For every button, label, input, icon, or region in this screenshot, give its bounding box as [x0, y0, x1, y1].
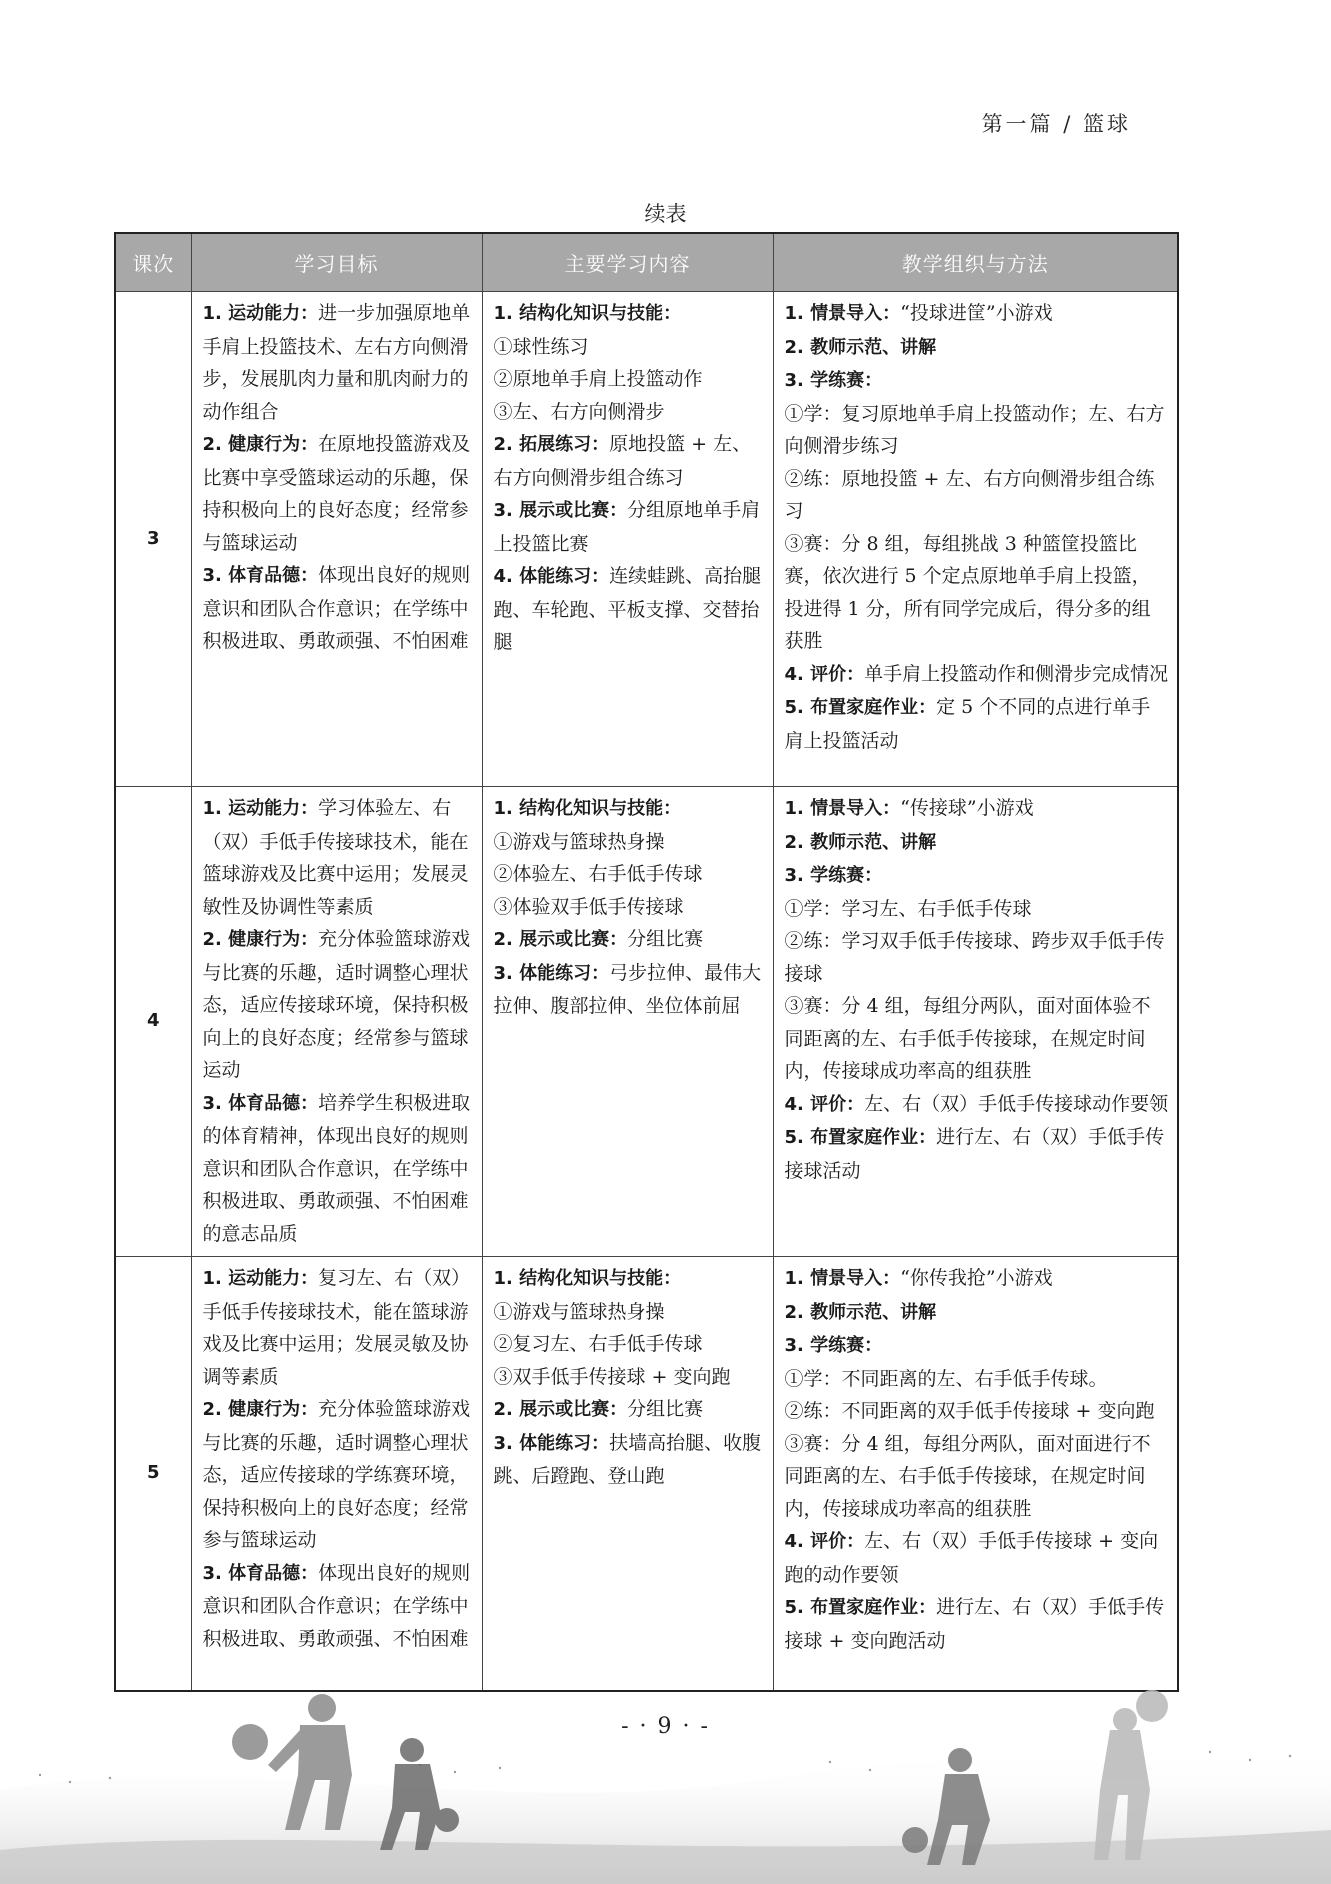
item-text: 单手肩上投篮动作和侧滑步完成情况 [864, 662, 1169, 685]
item-text: 进行左、右（双）手低手传接球活动 [784, 1126, 1165, 1182]
teaching-methods-cell-item [785, 1088, 1170, 1122]
item-label: 1. 情景导入： [784, 303, 901, 324]
item-label: 2. 健康行为： [202, 929, 319, 950]
item-text: 在原地投篮游戏及比赛中享受篮球运动的乐趣，保持积极向上的良好态度；经常参与篮球运动 [202, 433, 471, 554]
item-text: 原地投篮 + 左、右方向侧滑步组合练习 [493, 433, 752, 489]
item-label: 3. 学练赛： [784, 865, 883, 886]
lesson-plan-table [114, 232, 1179, 1692]
teaching-methods-cell-item [785, 1296, 1170, 1330]
item-label: 2. 健康行为： [202, 1399, 319, 1420]
item-text: 扶墙高抬腿、收腹跳、后蹬跑、登山跑 [493, 1431, 762, 1487]
learning-goals-cell [191, 292, 482, 787]
item-text: ①学：不同距离的左、右手低手传球。 [784, 1367, 1108, 1390]
item-text: ①学：复习原地单手肩上投篮动作；左、右方向侧滑步练习 [784, 402, 1165, 457]
item-label: 5. 布置家庭作业： [784, 697, 937, 718]
item-text: 体现出良好的规则意识和团队合作意识；在学练中积极进取、勇敢顽强、不怕困难 [202, 1561, 471, 1650]
item-label: 1. 情景导入： [784, 798, 901, 819]
item-label: 2. 教师示范、讲解 [784, 831, 937, 853]
learning-content-cell-item [494, 1262, 765, 1296]
learning-content-cell-item [494, 1361, 765, 1394]
page-number: - · 9 · - [621, 1714, 710, 1739]
teaching-methods-cell [773, 1257, 1178, 1691]
column-header-lesson: 课次 [115, 233, 191, 292]
item-label: 4. 评价： [784, 663, 865, 685]
item-label: 4. 评价： [784, 1531, 865, 1552]
learning-goals-cell-item [203, 428, 474, 559]
teaching-methods-cell-item [785, 893, 1170, 926]
learning-content-cell-item [494, 792, 765, 826]
teaching-methods-cell-item [785, 1428, 1170, 1526]
teaching-methods-cell-item [785, 1329, 1170, 1363]
item-text: 学习体验左、右（双）手低手传接球技术，能在篮球游戏及比赛中运用；发展灵敏性及协调性等素质 [202, 797, 469, 918]
column-header-goals: 学习目标 [191, 233, 482, 292]
table-header-row [115, 233, 1178, 292]
item-text: 分组比赛 [627, 1398, 704, 1420]
learning-content-cell-item [494, 923, 765, 957]
item-label: 2. 展示或比赛： [493, 1399, 628, 1420]
item-label: 5. 布置家庭作业： [784, 1127, 937, 1148]
teaching-methods-cell-item [785, 826, 1170, 860]
teaching-methods-cell-item [785, 1262, 1170, 1296]
teaching-methods-cell [773, 787, 1178, 1257]
item-text: 培养学生积极进取的体育精神，体现出良好的规则意识和团队合作意识，在学练中积极进取、勇敢顽强、不怕困难的意志品质 [202, 1091, 471, 1245]
item-label: 3. 学练赛： [784, 1335, 883, 1356]
item-text: ①游戏与篮球热身操 [493, 830, 665, 853]
item-text: ③左、右方向侧滑步 [493, 400, 665, 423]
item-label: 3. 学练赛： [784, 370, 883, 391]
teaching-methods-cell-item [785, 658, 1170, 692]
item-label: 3. 展示或比赛： [493, 500, 628, 521]
teaching-methods-cell-item [785, 859, 1170, 893]
item-label: 1. 运动能力： [202, 303, 319, 324]
item-text: 进行左、右（双）手低手传接球 + 变向跑活动 [784, 1596, 1165, 1652]
learning-goals-cell [191, 1257, 482, 1691]
teaching-methods-cell-item [785, 1363, 1170, 1396]
learning-content-cell-item [494, 1296, 765, 1329]
item-text: ③赛：分 4 组，每组分两队，面对面进行不同距离的左、右手低手传接球，在规定时间内，传接球成功率高的组获胜 [784, 1432, 1151, 1520]
item-text: 连续蛙跳、高抬腿跑、车轮跑、平板支撑、交替抬腿 [493, 565, 762, 653]
learning-content-cell-item [494, 1393, 765, 1427]
item-text: 体现出良好的规则意识和团队合作意识；在学练中积极进取、勇敢顽强、不怕困难 [202, 564, 471, 652]
learning-goals-cell [191, 787, 482, 1257]
learning-content-cell [482, 787, 773, 1257]
learning-goals-cell-item [203, 923, 474, 1087]
item-label: 4. 体能练习： [493, 566, 610, 587]
table-row [115, 1257, 1178, 1691]
item-text: ①球性练习 [493, 335, 589, 358]
learning-content-cell-item [494, 428, 765, 494]
item-text: 左、右（双）手低手传接球 + 变向跑的动作要领 [784, 1530, 1159, 1586]
column-header-content: 主要学习内容 [482, 233, 773, 292]
item-text: “你传我抢”小游戏 [900, 1267, 1053, 1289]
item-text: 进一步加强原地单手肩上投篮技术、左右方向侧滑步，发展肌肉力量和肌肉耐力的动作组合 [202, 302, 471, 423]
item-label: 1. 结构化知识与技能： [493, 303, 682, 324]
item-text: “投球进筐”小游戏 [900, 302, 1053, 324]
item-text: ③双手低手传接球 + 变向跑 [493, 1365, 731, 1388]
item-text: ③赛：分 4 组，每组分两队，面对面体验不同距离的左、右手低手传接球，在规定时间内，传接球成功率高的组获胜 [784, 995, 1151, 1082]
teaching-methods-cell [773, 292, 1178, 787]
item-text: 复习左、右（双）手低手传接球技术，能在篮球游戏及比赛中运用；发展灵敏及协调等素质 [202, 1267, 471, 1388]
learning-goals-cell-item [203, 1393, 474, 1557]
lesson-number: 3 [115, 292, 191, 787]
teaching-methods-cell-item [785, 331, 1170, 365]
teaching-methods-cell-item [785, 528, 1170, 658]
item-label: 5. 布置家庭作业： [784, 1597, 937, 1618]
item-text: ②练：不同距离的双手低手传接球 + 变向跑 [784, 1400, 1155, 1422]
learning-content-cell-item [494, 1427, 765, 1493]
lesson-number: 4 [115, 787, 191, 1257]
lesson-number: 5 [115, 1257, 191, 1691]
teaching-methods-cell-item [785, 990, 1170, 1088]
item-label: 3. 体育品德： [202, 1092, 319, 1114]
teaching-methods-cell-item [785, 297, 1170, 331]
item-text: 定 5 个不同的点进行单手肩上投篮活动 [784, 696, 1151, 752]
item-text: “传接球”小游戏 [900, 797, 1034, 819]
learning-content-cell-item [494, 297, 765, 331]
teaching-methods-cell-item [785, 792, 1170, 826]
basketball-footer-illustration [0, 1680, 1331, 1884]
learning-content-cell-item [494, 396, 765, 429]
learning-content-cell-item [494, 363, 765, 396]
item-text: 充分体验篮球游戏与比赛的乐趣，适时调整心理状态，适应传接球环境，保持积极向上的良好态度；经常参与篮球运动 [202, 928, 471, 1081]
teaching-methods-cell-item [785, 364, 1170, 398]
item-text: 左、右（双）手低手传接球动作要领 [864, 1092, 1169, 1115]
learning-content-cell-item [494, 560, 765, 659]
item-label: 1. 结构化知识与技能： [493, 1268, 682, 1289]
item-text: ①游戏与篮球热身操 [493, 1300, 665, 1323]
column-header-methods: 教学组织与方法 [773, 233, 1178, 292]
teaching-methods-cell-item [785, 691, 1170, 757]
item-label: 3. 体育品德： [202, 565, 319, 586]
item-text: ②体验左、右手低手传球 [493, 863, 703, 885]
item-text: ②练：学习双手低手传接球、跨步双手低手传接球 [784, 930, 1165, 985]
table-caption: 续表 [644, 202, 687, 226]
teaching-methods-cell-item [785, 1395, 1170, 1428]
item-text: ③赛：分 8 组，每组挑战 3 种篮筐投篮比赛，依次进行 5 个定点原地单手肩上投篮，投进得 1 分，所有同学完成后，得分多的组获胜 [784, 532, 1151, 652]
item-label: 2. 健康行为： [202, 434, 319, 455]
learning-goals-cell-item [203, 559, 474, 658]
learning-content-cell-item [494, 494, 765, 560]
item-label: 4. 评价： [784, 1093, 865, 1115]
item-text: 分组原地单手肩上投篮比赛 [493, 499, 761, 555]
item-text: ②练：原地投篮 + 左、右方向侧滑步组合练习 [784, 467, 1155, 522]
item-text: 充分体验篮球游戏与比赛的乐趣，适时调整心理状态，适应传接球的学练赛环境，保持积极向上的良好态度；经常参与篮球运动 [202, 1398, 471, 1551]
learning-content-cell [482, 292, 773, 787]
item-text: ①学：学习左、右手低手传球 [784, 897, 1032, 920]
item-text: ③体验双手低手传接球 [493, 895, 684, 918]
item-text: 弓步拉伸、最伟大拉伸、腹部拉伸、坐位体前屈 [493, 961, 762, 1017]
learning-content-cell-item [494, 331, 765, 364]
learning-goals-cell-item [203, 792, 474, 923]
item-label: 3. 体能练习： [493, 962, 610, 984]
learning-content-cell [482, 1257, 773, 1691]
item-label: 1. 情景导入： [784, 1268, 901, 1289]
item-label: 2. 拓展练习： [493, 434, 610, 455]
item-label: 1. 运动能力： [202, 1268, 319, 1289]
learning-content-cell-item [494, 1328, 765, 1361]
teaching-methods-cell-item [785, 1591, 1170, 1657]
learning-goals-cell-item [203, 1262, 474, 1393]
learning-content-cell-item [494, 891, 765, 924]
item-label: 2. 展示或比赛： [493, 929, 628, 950]
item-text: ②原地单手肩上投篮动作 [493, 368, 703, 390]
running-title: 第一篇 / 篮球 [981, 112, 1131, 136]
teaching-methods-cell-item [785, 1121, 1170, 1187]
learning-goals-cell-item [203, 1087, 474, 1251]
learning-content-cell-item [494, 957, 765, 1023]
item-label: 3. 体育品德： [202, 1562, 319, 1584]
teaching-methods-cell-item [785, 398, 1170, 463]
item-label: 2. 教师示范、讲解 [784, 1301, 937, 1323]
teaching-methods-cell-item [785, 1525, 1170, 1591]
learning-goals-cell-item [203, 297, 474, 428]
item-text: ②复习左、右手低手传球 [493, 1333, 703, 1355]
item-label: 1. 运动能力： [202, 798, 319, 819]
learning-content-cell-item [494, 826, 765, 859]
learning-content-cell-item [494, 858, 765, 891]
table-row [115, 292, 1178, 787]
item-text: 分组比赛 [627, 928, 704, 950]
table-row [115, 787, 1178, 1257]
item-label: 2. 教师示范、讲解 [784, 336, 937, 358]
learning-goals-cell-item [203, 1557, 474, 1656]
item-label: 1. 结构化知识与技能： [493, 798, 682, 819]
item-label: 3. 体能练习： [493, 1432, 610, 1454]
teaching-methods-cell-item [785, 925, 1170, 990]
teaching-methods-cell-item [785, 463, 1170, 528]
